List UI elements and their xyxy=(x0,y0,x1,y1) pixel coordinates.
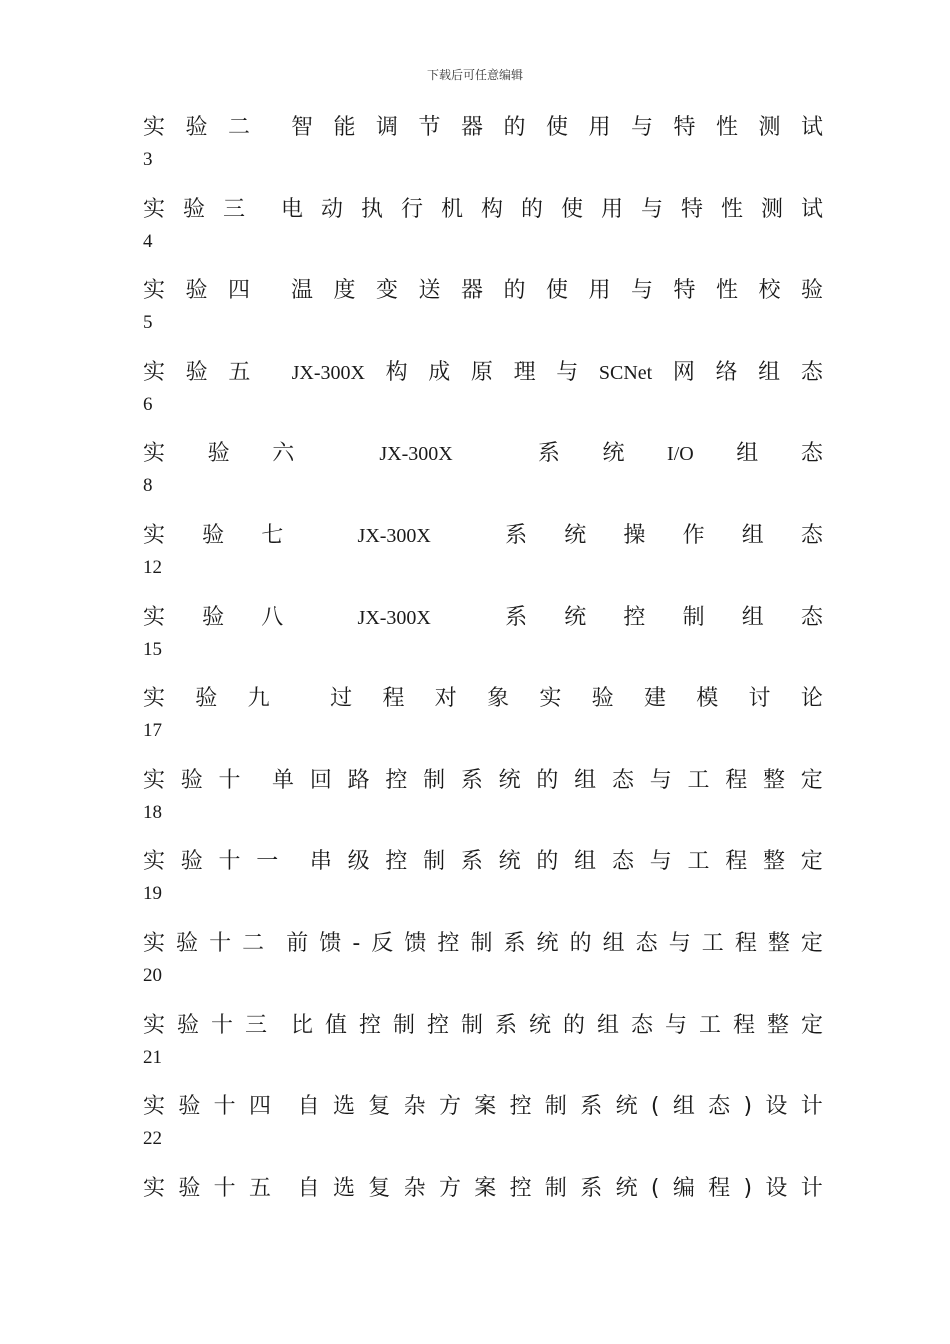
toc-title-token: 定 xyxy=(800,767,823,793)
toc-title-token: 建 xyxy=(643,686,666,712)
toc-title-token: 态 xyxy=(800,359,823,385)
toc-title-token: 自 xyxy=(297,1175,320,1201)
toc-title-token: 控 xyxy=(426,1012,449,1038)
toc-title-token: ) xyxy=(743,1175,753,1201)
toc-entry xyxy=(143,518,823,600)
toc-title-token: 程 xyxy=(382,686,405,712)
toc-title-token: 试 xyxy=(800,196,823,222)
toc-title-token: 计 xyxy=(800,1094,823,1120)
toc-title-token: 模 xyxy=(696,686,719,712)
toc-title-token: 构 xyxy=(385,359,408,385)
toc-title-token: 的 xyxy=(520,196,543,222)
toc-title-token: 工 xyxy=(687,849,710,875)
toc-page-number: 19 xyxy=(143,883,162,905)
toc-title-token: 性 xyxy=(715,278,738,304)
toc-title-token: 实 xyxy=(539,686,562,712)
toc-title-token: 节 xyxy=(418,115,441,140)
toc-title-token: 统 xyxy=(498,849,521,875)
toc-title-token: 控 xyxy=(509,1094,532,1120)
toc-title-token: 使 xyxy=(545,115,568,140)
toc-title-token: 验 xyxy=(178,1094,201,1120)
toc-title-token: 构 xyxy=(480,196,503,222)
toc-title-token: 与 xyxy=(664,1012,687,1038)
toc-title-token: 单 xyxy=(272,767,295,793)
toc-title-token: 态 xyxy=(800,522,823,548)
toc-title-token: 实 xyxy=(143,930,166,956)
toc-title-token: 器 xyxy=(460,278,483,304)
toc-title-token: 组 xyxy=(574,849,597,875)
toc-title-token: 送 xyxy=(418,278,441,304)
toc-title-token: 十 xyxy=(218,767,241,793)
toc-title-token: 串 xyxy=(309,849,332,875)
toc-title-token: 态 xyxy=(708,1094,731,1120)
toc-title-token: 组 xyxy=(741,522,764,548)
toc-title-token: 系 xyxy=(537,441,560,467)
toc-title-token: 验 xyxy=(180,849,203,875)
toc-title-token: 控 xyxy=(358,1012,381,1038)
toc-title-token: JX-300X xyxy=(357,524,431,547)
toc-title-token: 整 xyxy=(763,849,786,875)
toc-title-token: 特 xyxy=(673,278,696,304)
toc-title-token: 比 xyxy=(290,1012,313,1038)
toc-title-token: 系 xyxy=(580,1094,603,1120)
toc-title-token: 验 xyxy=(800,278,823,304)
toc-title-token: 态 xyxy=(635,930,658,956)
toc-title-token: 象 xyxy=(487,686,510,712)
toc-title-token: 程 xyxy=(725,849,748,875)
toc-title-token: 控 xyxy=(385,849,408,875)
toc-entry-title xyxy=(143,844,823,880)
toc-title-token: 五 xyxy=(228,359,251,385)
toc-title-token: 使 xyxy=(560,196,583,222)
toc-title-token: 复 xyxy=(368,1175,391,1201)
toc-title-token: 组 xyxy=(602,930,625,956)
toc-title-token: 四 xyxy=(248,1094,271,1120)
toc-title-token: 用 xyxy=(588,278,611,304)
toc-title-token: 态 xyxy=(630,1012,653,1038)
toc-entry-title xyxy=(143,273,823,309)
toc-title-token: 的 xyxy=(562,1012,585,1038)
toc-title-token: I/O xyxy=(667,443,694,466)
toc-title-token: 用 xyxy=(600,196,623,222)
toc-title-token: 验 xyxy=(185,359,208,385)
toc-entry xyxy=(143,436,823,518)
toc-entry-title xyxy=(143,110,823,146)
toc-title-token: 定 xyxy=(800,849,823,875)
toc-title-token: 成 xyxy=(428,359,451,385)
toc-entry xyxy=(143,763,823,845)
toc-page-number: 21 xyxy=(143,1046,162,1068)
toc-title-token: 整 xyxy=(766,1012,789,1038)
toc-page-number xyxy=(143,1207,823,1235)
toc-title-token: 验 xyxy=(202,604,225,630)
toc-title-token: 控 xyxy=(437,930,460,956)
toc-entry xyxy=(143,681,823,763)
toc-title-token: 程 xyxy=(725,767,748,793)
toc-title-token: 统 xyxy=(498,767,521,793)
toc-title-token: 值 xyxy=(324,1012,347,1038)
page-header: 下载后可任意编辑 xyxy=(426,68,523,82)
toc-title-token: 测 xyxy=(760,196,783,222)
toc-title-token: 温 xyxy=(290,278,313,304)
toc-entry-title xyxy=(143,1089,823,1125)
toc-title-token: 馈 xyxy=(319,930,342,956)
toc-title-token: 的 xyxy=(536,767,559,793)
toc-entry-title xyxy=(143,518,823,554)
toc-title-token: 十 xyxy=(218,849,241,875)
toc-title-token: 动 xyxy=(320,196,343,222)
toc-page-number: 5 xyxy=(143,312,153,334)
toc-title-token: 特 xyxy=(673,115,696,140)
toc-title-token: 方 xyxy=(438,1094,461,1120)
toc-entry xyxy=(143,355,823,437)
toc-title-token: 二 xyxy=(228,115,251,140)
toc-title-token: 工 xyxy=(698,1012,721,1038)
toc-title-token: 网 xyxy=(672,359,695,385)
toc-title-token: 系 xyxy=(503,930,526,956)
toc-title-token: 试 xyxy=(800,115,823,140)
toc-title-token: 的 xyxy=(503,278,526,304)
toc-title-token: 对 xyxy=(434,686,457,712)
toc-title-token: 选 xyxy=(332,1175,355,1201)
toc-title-token: 与 xyxy=(630,115,653,140)
toc-title-token: 实 xyxy=(143,1012,166,1038)
toc-title-token: 测 xyxy=(758,115,781,140)
toc-title-token: 组 xyxy=(574,767,597,793)
toc-entry xyxy=(143,844,823,926)
toc-title-token: 案 xyxy=(474,1094,497,1120)
toc-title-token: 五 xyxy=(248,1175,271,1201)
toc-title-token: 实 xyxy=(143,767,166,793)
toc-entry xyxy=(143,926,823,1008)
toc-entry xyxy=(143,1008,823,1090)
toc-page-number: 12 xyxy=(143,556,162,578)
toc-entry xyxy=(143,1089,823,1171)
toc-title-token: 实 xyxy=(143,604,166,630)
toc-title-token: 整 xyxy=(767,930,790,956)
toc-title-token: 系 xyxy=(460,767,483,793)
toc-title-token: 实 xyxy=(143,278,166,304)
toc-title-token: 与 xyxy=(649,849,672,875)
toc-title-token: 组 xyxy=(672,1094,695,1120)
toc-title-token: 实 xyxy=(143,359,166,385)
toc-title-token: 实 xyxy=(143,1094,166,1120)
toc-title-token: 验 xyxy=(177,1012,200,1038)
toc-title-token: 的 xyxy=(536,849,559,875)
toc-title-token: 验 xyxy=(207,441,230,467)
toc-title-token: 统 xyxy=(528,1012,551,1038)
toc-title-token: 验 xyxy=(185,115,208,140)
toc-entry xyxy=(143,600,823,682)
toc-title-token: 原 xyxy=(470,359,493,385)
toc-title-token: 性 xyxy=(715,115,738,140)
toc-title-token: 系 xyxy=(580,1175,603,1201)
toc-title-token: 路 xyxy=(347,767,370,793)
toc-title-token: 八 xyxy=(261,604,284,630)
toc-title-token: 程 xyxy=(708,1175,731,1201)
toc-title-token: 态 xyxy=(611,767,634,793)
toc-entry xyxy=(143,110,823,192)
toc-title-token: 的 xyxy=(569,930,592,956)
toc-title-token: 组 xyxy=(741,604,764,630)
toc-title-token: - xyxy=(352,930,361,956)
toc-title-token: 九 xyxy=(247,686,270,712)
toc-title-token: 制 xyxy=(423,849,446,875)
toc-title-token: 十 xyxy=(209,930,232,956)
toc-title-token: 实 xyxy=(143,522,166,548)
toc-title-token: 特 xyxy=(680,196,703,222)
toc-entry-title xyxy=(143,763,823,799)
toc-title-token: 控 xyxy=(623,604,646,630)
toc-title-token: 验 xyxy=(202,522,225,548)
toc-title-token: 验 xyxy=(185,278,208,304)
toc-title-token: 编 xyxy=(672,1175,695,1201)
toc-title-token: 实 xyxy=(143,686,166,712)
toc-title-token: 机 xyxy=(440,196,463,222)
toc-title-token: 变 xyxy=(375,278,398,304)
toc-entry-title xyxy=(143,926,823,962)
toc-page-number: 17 xyxy=(143,720,162,742)
toc-title-token: 控 xyxy=(385,767,408,793)
toc-title-token: ( xyxy=(650,1175,660,1201)
toc-title-token: ( xyxy=(650,1094,660,1120)
toc-title-token: 定 xyxy=(800,1012,823,1038)
toc-title-token: SCNet xyxy=(598,361,653,384)
toc-title-token: 态 xyxy=(611,849,634,875)
toc-title-token: 级 xyxy=(347,849,370,875)
toc-entry-title xyxy=(143,355,823,391)
toc-entry-title xyxy=(143,192,823,228)
toc-title-token: JX-300X xyxy=(291,361,365,384)
toc-title-token: 操 xyxy=(623,522,646,548)
toc-page-number: 15 xyxy=(143,638,162,660)
toc-title-token: 制 xyxy=(682,604,705,630)
toc-title-token: 统 xyxy=(602,441,625,467)
toc-title-token: 制 xyxy=(392,1012,415,1038)
toc-title-token: 实 xyxy=(143,441,166,467)
toc-title-token: JX-300X xyxy=(357,606,431,629)
toc-title-token: 制 xyxy=(544,1175,567,1201)
toc-title-token: 验 xyxy=(180,767,203,793)
toc-title-token: 实 xyxy=(143,196,166,222)
toc-title-token: 工 xyxy=(701,930,724,956)
toc-title-token: 制 xyxy=(423,767,446,793)
toc-title-token: 系 xyxy=(494,1012,517,1038)
toc-title-token: 控 xyxy=(509,1175,532,1201)
toc-title-token: 与 xyxy=(649,767,672,793)
toc-title-token: 验 xyxy=(178,1175,201,1201)
toc-title-token: 统 xyxy=(564,604,587,630)
toc-title-token: 六 xyxy=(272,441,295,467)
toc-title-token: JX-300X xyxy=(379,443,453,466)
toc-title-token: 馈 xyxy=(404,930,427,956)
toc-page-number: 22 xyxy=(143,1128,162,1150)
toc-title-token: 与 xyxy=(668,930,691,956)
toc-title-token: 性 xyxy=(720,196,743,222)
toc-title-token: 系 xyxy=(460,849,483,875)
toc-title-token: 方 xyxy=(438,1175,461,1201)
toc-title-token: 的 xyxy=(503,115,526,140)
toc-title-token: 器 xyxy=(460,115,483,140)
toc-title-token: 制 xyxy=(460,1012,483,1038)
toc-page-number: 8 xyxy=(143,475,153,497)
toc-title-token: 能 xyxy=(333,115,356,140)
toc-title-token: 杂 xyxy=(403,1175,426,1201)
toc-title-token: ) xyxy=(743,1094,753,1120)
toc-title-token: 调 xyxy=(375,115,398,140)
toc-title-token: 十 xyxy=(213,1175,236,1201)
toc-title-token: 回 xyxy=(309,767,332,793)
toc-title-token: 验 xyxy=(176,930,199,956)
toc-title-token: 组 xyxy=(758,359,781,385)
toc-page-number: 3 xyxy=(143,149,153,170)
toc-title-token: 制 xyxy=(470,930,493,956)
toc-title-token: 过 xyxy=(330,686,353,712)
toc-entry xyxy=(143,1171,823,1253)
toc-title-token: 讨 xyxy=(748,686,771,712)
toc-title-token: 验 xyxy=(183,196,206,222)
toc-title-token: 与 xyxy=(630,278,653,304)
toc-title-token: 系 xyxy=(505,522,528,548)
toc-title-token: 智 xyxy=(290,115,313,140)
toc-title-token: 杂 xyxy=(403,1094,426,1120)
toc-title-token: 统 xyxy=(615,1094,638,1120)
toc-title-token: 统 xyxy=(564,522,587,548)
toc-entry-title xyxy=(143,436,823,472)
toc-title-token: 络 xyxy=(715,359,738,385)
toc-title-token: 理 xyxy=(513,359,536,385)
toc-title-token: 与 xyxy=(556,359,579,385)
toc-title-token: 程 xyxy=(732,1012,755,1038)
toc-title-token: 前 xyxy=(286,930,309,956)
toc-entry-title xyxy=(143,600,823,636)
toc-title-token: 实 xyxy=(143,1175,166,1201)
table-of-contents xyxy=(143,110,823,1252)
toc-title-token: 验 xyxy=(195,686,218,712)
toc-title-token: 态 xyxy=(800,441,823,467)
toc-title-token: 四 xyxy=(228,278,251,304)
toc-title-token: 七 xyxy=(261,522,284,548)
toc-title-token: 选 xyxy=(332,1094,355,1120)
toc-title-token: 作 xyxy=(682,522,705,548)
toc-title-token: 用 xyxy=(588,115,611,140)
toc-title-token: 度 xyxy=(333,278,356,304)
toc-page-number: 4 xyxy=(143,230,153,252)
toc-title-token: 态 xyxy=(800,604,823,630)
toc-title-token: 统 xyxy=(536,930,559,956)
toc-title-token: 行 xyxy=(400,196,423,222)
toc-title-token: 论 xyxy=(800,686,823,712)
toc-title-token: 与 xyxy=(640,196,663,222)
toc-title-token: 统 xyxy=(615,1175,638,1201)
toc-page-number: 6 xyxy=(143,393,153,415)
toc-entry-title xyxy=(143,1171,823,1207)
toc-title-token: 组 xyxy=(596,1012,619,1038)
toc-title-token: 反 xyxy=(371,930,394,956)
toc-title-token: 三 xyxy=(223,196,246,222)
toc-entry-title xyxy=(143,681,823,717)
toc-title-token: 程 xyxy=(734,930,757,956)
toc-page-number: 20 xyxy=(143,964,162,986)
toc-title-token: 复 xyxy=(368,1094,391,1120)
toc-title-token: 验 xyxy=(591,686,614,712)
toc-title-token: 使 xyxy=(545,278,568,304)
toc-title-token: 整 xyxy=(763,767,786,793)
toc-title-token: 执 xyxy=(360,196,383,222)
toc-title-token: 电 xyxy=(280,196,303,222)
toc-title-token: 自 xyxy=(297,1094,320,1120)
toc-title-token: 案 xyxy=(474,1175,497,1201)
toc-entry xyxy=(143,273,823,355)
toc-title-token: 一 xyxy=(256,849,279,875)
toc-title-token: 设 xyxy=(765,1094,788,1120)
toc-title-token: 系 xyxy=(505,604,528,630)
toc-title-token: 三 xyxy=(245,1012,268,1038)
toc-title-token: 工 xyxy=(687,767,710,793)
toc-title-token: 组 xyxy=(736,441,759,467)
toc-title-token: 制 xyxy=(544,1094,567,1120)
toc-title-token: 校 xyxy=(758,278,781,304)
toc-page-number: 18 xyxy=(143,801,162,823)
toc-title-token: 设 xyxy=(765,1175,788,1201)
toc-title-token: 二 xyxy=(242,930,265,956)
toc-title-token: 十 xyxy=(211,1012,234,1038)
toc-title-token: 十 xyxy=(213,1094,236,1120)
toc-title-token: 实 xyxy=(143,115,166,140)
toc-entry-title xyxy=(143,1008,823,1044)
toc-title-token: 定 xyxy=(800,930,823,956)
toc-title-token: 实 xyxy=(143,849,166,875)
toc-title-token: 计 xyxy=(800,1175,823,1201)
toc-entry xyxy=(143,192,823,274)
